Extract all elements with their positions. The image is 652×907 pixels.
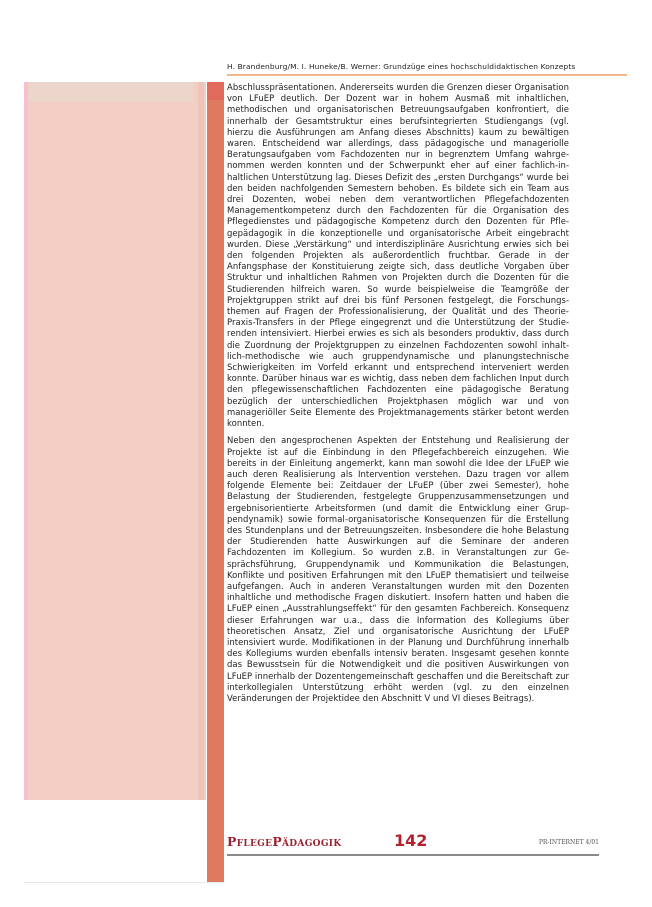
sidebar-decoration: [24, 82, 206, 800]
issue-label: PR-INTERNET 4/01: [538, 839, 599, 846]
sidebar-edge: [198, 82, 204, 800]
sidebar-top-band: [28, 82, 194, 102]
paragraph: Neben den angesprochenen Aspekten der Entstehung und Realisierung der Projekte ist auf die Einbindung in den Pflegefachbereich einzugehen. Wie bereits in der Einleitung angemerkt, kann man sowohl die Idee der LFuEP wie auch deren Realisierung als Intervention verstehen. Dazu tragen vor allem folgende Elemente bei: Zeitdauer der LFuEP (über zwei Semester), hohe Belastung der Studierenden, festgelegte Gruppenzusammensetzungen und ergebnisorientierte Arbeitsformen (und damit die Entwicklung einer Gruppendynamik) sowie formal-organisatorische Konsequenzen für die Erstellung des Stundenplans und der Betreuungszeiten. Insbesondere die hohe Belastung der Studierenden hatte Auswirkungen auf die Seminare der anderen Fachdozenten im Kollegium. So wurden z.B. in Veranstaltungen zur Gesprächsführung, Gruppendynamik und Kommunikation die Belastungen, Konflikte und positiven Erfahrungen mit den LFuEP thematisiert und teilweise aufgefangen. Auch in anderen Veranstaltungen wurden mit den Dozenten inhaltliche und methodische Fragen diskutiert. Insofern hatten und haben die LFuEP einen „Ausstrahlungseffekt“ für den gesamten Fachbereich. Konsequenz dieser Erfahrungen war u.a., dass die Information des Kollegiums über theoretischen Ansatz, Ziel und organisatorische Ausrichtung der LFuEP intensiviert wurde. Modifikationen in der Planung und Durchführung innerhalb des Kollegiums wurden ebenfalls intensiv beraten. Insgesamt gesehen konnte das Bewusstsein für die Notwendigkeit und die positiven Auswirkungen von LFuEP innerhalb der Dozentengemeinschaft geschaffen und die Bereitschaft zur interkollegialen Unterstützung erhöht werden (vgl. zu den einzelnen Veränderungen der Projektidee den Abschnitt V und VI dieses Beitrags).: [227, 435, 569, 703]
sidebar-accent-bar: [207, 82, 224, 882]
paragraph: Abschlusspräsentationen. Andererseits wurden die Grenzen dieser Organisation von LFuEP deutlich. Der Dozent war in hohem Ausmaß mit inhaltlichen, methodischen und organisatorischen Betreuungsaufgaben konfrontiert, die innerhalb der Gesamtstruktur eines berufsintegrierten Studiengangs (vgl. hierzu die Ausführungen am Anfang dieses Abschnitts) kaum zu bewältigen waren. Entscheidend war allerdings, dass pädagogische und manageriolle Beratungsaufgaben vom Fachdozenten nur in begrenztem Umfang wahrgenommen werden konnten und der Schwerpunkt eher auf einer fachlich-inhaltlichen Unterstützung lag. Dieses Defizit des „ersten Durchgangs“ wurde bei den beiden nachfolgenden Semestern behoben. Es bildete sich ein Team aus drei Dozenten, wobei neben dem verantwortlichen Pflegefachdozenten Managementkompetenz durch den Fachdozenten für die Organisation des Pflegedienstes und pädagogische Kompetenz durch den Dozenten für Pflegepädagogik in die konzeptionelle und organisatorische Arbeit eingebracht wurden. Diese „Verstärkung“ und interdisziplinäre Ausrichtung erwies sich bei den folgenden Projekten als außerordentlich fruchtbar. Gerade in der Anfangsphase der Konstituierung zeigte sich, dass deutliche Vorgaben über Struktur und inhaltlichen Rahmen von Projekten durch die Dozenten für die Studierenden hilfreich waren. So wurde beispielweise die Teamgröße der Projektgruppen strikt auf drei bis fünf Personen festgelegt, die Forschungsthemen auf Fragen der Professionalisierung, der Qualität und des Theorie-Praxis-Transfers in der Pflege eingegrenzt und die Unterstützung der Studierenden intensiviert. Hierbei erwies es sich als besonders produktiv, dass durch die Zuordnung der Projektgruppen zu einzelnen Fachdozenten sowohl inhaltlich-methodische wie auch gruppendynamische und planungstechnische Schwierigkeiten im Vorfeld erkannt und entsprechend interveniert werden konnte. Darüber hinaus war es wichtig, dass neben dem fachlichen Input durch den pflegewissenschaftlichen Fachdozenten eine pädagogische Beratung bezüglich der unterschiedlichen Projektphasen möglich war und von manageriöller Seite Elemente des Projektmanagements stärker betont werden konnten.: [227, 82, 569, 429]
sidebar-bottom-line: [24, 882, 224, 883]
article-body: [227, 82, 569, 710]
running-head: H. Brandenburg/M. I. Huneke/B. Werner: Grundzüge eines hochschuldidaktischen Konzepts: [227, 62, 627, 76]
page-footer: [227, 831, 599, 856]
journal-brand: PflegePädagogik: [227, 834, 342, 849]
page-number: 142: [394, 831, 428, 850]
accent-top-cap: [207, 82, 224, 100]
